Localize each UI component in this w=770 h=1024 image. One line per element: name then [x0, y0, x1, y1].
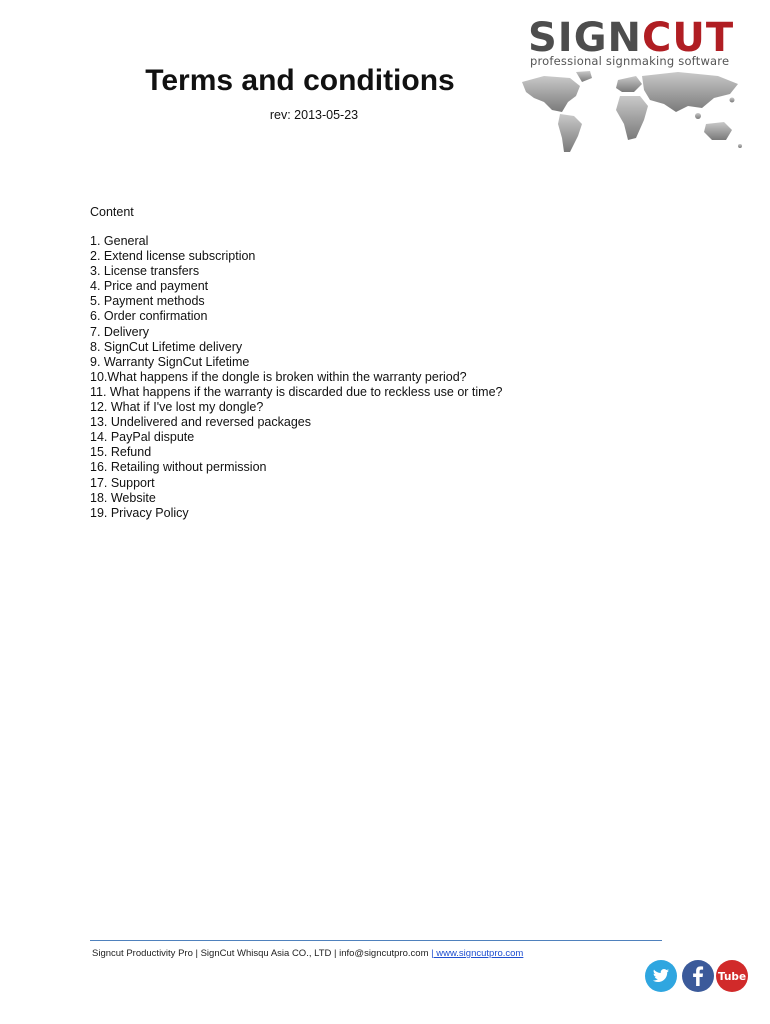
facebook-icon [682, 960, 714, 992]
contents-heading: Content [90, 205, 134, 219]
toc-item: 3. License transfers [90, 264, 200, 279]
toc-item: 4. Price and payment [90, 279, 209, 294]
footer-company-info: Signcut Productivity Pro | SignCut Whisqu Asia CO., LTD | info@signcutpro.com [92, 948, 432, 959]
twitter-icon [645, 960, 677, 992]
footer-divider [90, 940, 662, 941]
youtube-icon [716, 960, 748, 992]
logo-word-sign: SIGN [528, 15, 642, 61]
toc-item: 19. Privacy Policy [90, 505, 189, 520]
logo-tagline: professional signmaking software [530, 54, 730, 68]
youtube-label: Tube [717, 971, 747, 983]
logo-word-cut: CUT [642, 15, 735, 61]
facebook-button[interactable] [682, 960, 714, 992]
footer-contact [92, 948, 523, 959]
website-link[interactable]: | www.signcutpro.com [431, 948, 524, 959]
toc-item: 18. Website [90, 490, 156, 505]
toc-item: 2. Extend license subscription [90, 249, 256, 264]
toc-item: 11. What happens if the warranty is discarded due to reckless use or time? [90, 384, 503, 399]
toc-item: 6. Order confirmation [90, 309, 208, 324]
document-title: Terms and conditions [145, 64, 455, 97]
toc-item: 12. What if I've lost my dongle? [90, 400, 264, 415]
table-of-contents [90, 234, 502, 521]
toc-item: 8. SignCut Lifetime delivery [90, 339, 243, 354]
toc-item: 17. Support [90, 475, 155, 490]
toc-item: 10.What happens if the dongle is broken within the warranty period? [90, 369, 467, 384]
toc-item: 14. PayPal dispute [90, 430, 195, 445]
youtube-button[interactable] [716, 960, 748, 992]
toc-item: 5. Payment methods [90, 294, 205, 309]
signcut-logo [518, 14, 748, 154]
toc-item: 16. Retailing without permission [90, 460, 267, 475]
toc-item: 15. Refund [90, 445, 152, 460]
toc-item: 1. General [90, 234, 149, 248]
twitter-button[interactable] [645, 960, 677, 992]
revision-date: rev: 2013-05-23 [269, 108, 359, 122]
toc-item: 9. Warranty SignCut Lifetime [90, 354, 250, 369]
toc-item: 7. Delivery [90, 324, 150, 339]
toc-item: 13. Undelivered and reversed packages [90, 415, 311, 430]
world-map-icon [518, 68, 748, 156]
